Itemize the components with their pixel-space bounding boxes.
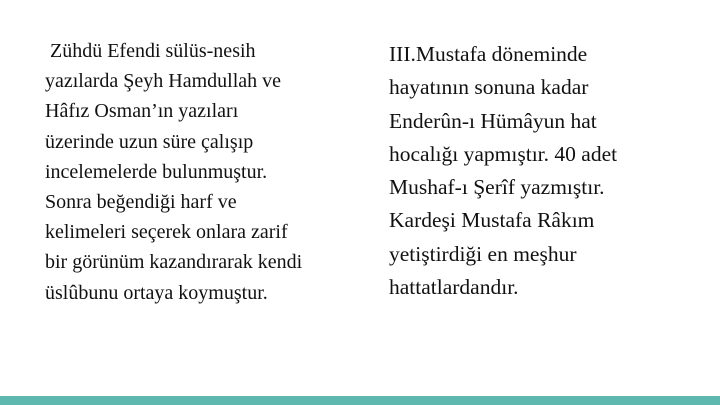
right-line-6: Kardeşi Mustafa Râkım — [389, 208, 595, 233]
right-line-3: Enderûn-ı Hümâyun hat — [389, 108, 597, 133]
left-line-4: üzerinde uzun süre çalışıp — [45, 130, 254, 153]
left-line-2: yazılarda Şeyh Hamdullah ve — [45, 70, 282, 93]
left-line-3: Hâfız Osman’ın yazıları — [45, 100, 239, 123]
left-line-5: incelemelerde bulunmuştur. — [45, 160, 268, 183]
left-line-7: kelimeleri seçerek onlara zarif — [45, 221, 288, 244]
right-line-8: hattatlardandır. — [389, 275, 519, 300]
left-line-9: üslûbunu ortaya koymuştur. — [45, 281, 268, 304]
left-line-8: bir görünüm kazandırarak kendi — [45, 251, 303, 274]
right-line-7: yetiştirdiği en meşhur — [389, 241, 577, 266]
right-line-1: III.Mustafa döneminde — [389, 42, 588, 66]
right-line-2: hayatının sonuna kadar — [389, 75, 589, 100]
bottom-accent-bar — [0, 396, 720, 405]
left-line-1: Zühdü Efendi sülüs-nesih — [45, 40, 256, 62]
left-line-6: Sonra beğendiği harf ve — [45, 191, 237, 214]
right-text-column — [389, 38, 689, 304]
left-text-column — [45, 36, 345, 308]
right-line-4: hocalığı yapmıştır. 40 adet — [389, 141, 618, 166]
right-line-5: Mushaf-ı Şerîf yazmıştır. — [389, 175, 605, 200]
